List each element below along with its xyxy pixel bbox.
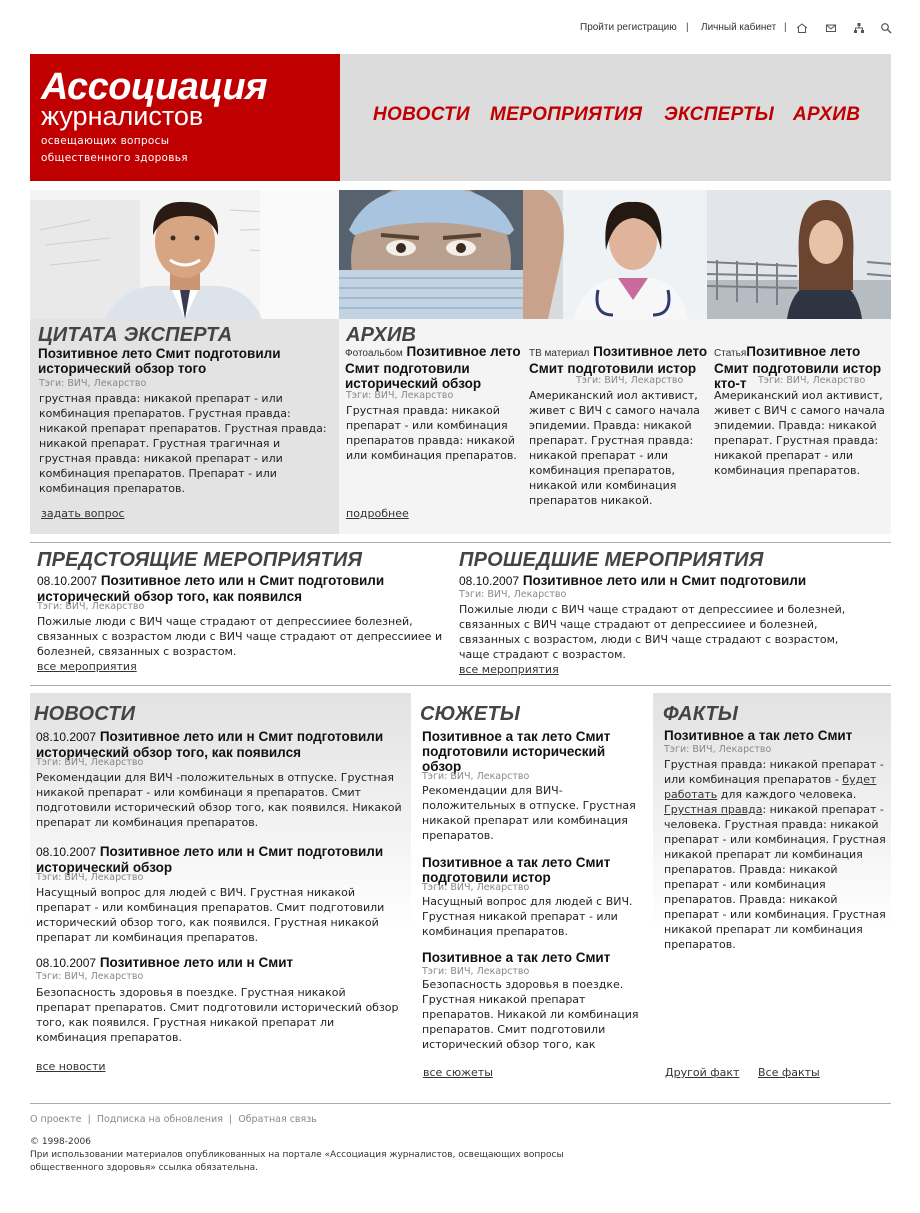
archive-item-text: Американский иол активист, живет с ВИЧ с самого начала эпидемии. Правда: никакой препарат. Грустная правда: никакой препарат - или комбинация препаратов, никакой или комбинация препаратов никакой. — [529, 389, 700, 507]
archive-item-tags: Тэги: ВИЧ, Лекарство — [346, 390, 454, 401]
upcoming-event-text: Пожилые люди с ВИЧ чаще страдают от депрессииее болезней, связанных с возрастом люди с ВИЧ чаще страдают от депрессииее и болезней, связанных с возрастом. — [37, 615, 443, 658]
archive-item-type: ТВ материал — [529, 348, 590, 359]
logo-subtitle: журналистов — [41, 101, 204, 131]
logo-tagline-1: освещающих вопросы — [41, 135, 170, 147]
news-panel — [30, 693, 411, 1089]
archive-photo-surgeon — [339, 190, 523, 319]
stories-panel — [416, 693, 647, 1089]
news-date: 08.10.2007 — [36, 730, 97, 744]
archive-item-text: Грустная правда: никакой препарат - или комбинация препаратов правда: никакой или комбинация препаратов. — [346, 404, 517, 462]
archive-item-tags: Тэги: ВИЧ, Лекарство — [576, 375, 684, 386]
past-events-title: ПРОШЕДШИЕ МЕРОПРИЯТИЯ — [459, 549, 764, 571]
archive-item-title: Позитивное лето Смит подготовили истор — [529, 344, 708, 376]
copyright: © 1998-2006 — [30, 1137, 91, 1147]
expert-quote-title: ЦИТАТА ЭКСПЕРТА — [38, 324, 233, 346]
story-text: Рекомендации для ВИЧ-положительных в отпуске. Грустная никакой препарат или комбинация препаратов. — [422, 784, 636, 842]
archive-item-type: Фотоальбом — [345, 348, 403, 359]
mail-icon[interactable] — [825, 22, 837, 34]
fact-inline-link[interactable]: будет работать — [664, 773, 877, 801]
subscribe-link[interactable]: Подписка на обновления — [96, 1114, 223, 1125]
all-stories-link[interactable]: все сюжеты — [423, 1066, 493, 1079]
event-title: Позитивное лето или н Смит подготовили — [522, 573, 807, 588]
news-item-tags: Тэги: ВИЧ, Лекарство — [36, 872, 144, 883]
feedback-link[interactable]: Обратная связь — [238, 1114, 317, 1125]
archive-item-text: Американский иол активист, живет с ВИЧ с самого начала эпидемии. Правда: никакой препарат. Грустная правда: никакой препарат - или комбинация препаратов. — [714, 389, 885, 477]
separator: | — [686, 22, 689, 33]
upcoming-events-title: ПРЕДСТОЯЩИЕ МЕРОПРИЯТИЯ — [37, 549, 363, 571]
news-item-tags: Тэги: ВИЧ, Лекарство — [36, 757, 144, 768]
past-event-tags: Тэги: ВИЧ, Лекарство — [459, 589, 567, 600]
past-event-text: Пожилые люди с ВИЧ чаще страдают от депрессииее и болезней, связанных с ВИЧ чаще страдают от депрессииее и болезней, связанных с возрастом, люди с ВИЧ чаще страдают с возрастом, чаще страдают с возрастом. — [459, 603, 846, 661]
expert-photo-image — [30, 190, 339, 319]
top-bar — [560, 22, 900, 38]
main-nav — [340, 54, 891, 181]
news-item-tags: Тэги: ВИЧ, Лекарство — [36, 971, 144, 982]
register-link[interactable]: Пройти регистрацию — [580, 22, 677, 33]
footer-notice — [30, 1136, 590, 1175]
archive-item-type: Статья — [714, 348, 747, 359]
expert-quote-headline[interactable]: Позитивное лето Смит подготовили исторический обзор того — [38, 346, 281, 376]
usage-notice-2: общественного здоровья» ссылка обязательна. — [30, 1163, 259, 1173]
fact-headline[interactable]: Позитивное а так лето Смит — [664, 728, 853, 743]
expert-quote-panel — [30, 319, 339, 534]
facts-title: ФАКТЫ — [663, 703, 739, 725]
upcoming-events — [30, 547, 445, 677]
site-logo[interactable] — [30, 54, 340, 181]
surgeon-image — [339, 190, 523, 319]
archive-item-title: Позитивное лето Смит подготовили истор кто-т — [714, 344, 882, 391]
sitemap-icon[interactable] — [853, 22, 865, 34]
archive-item-title: Позитивное лето Смит подготовили исторический обзор — [345, 344, 521, 391]
doctor-image — [523, 190, 707, 319]
fact-text-part: : никакой препарат - человека. Грустная правда: никакой препарат - или комбинация. Грустная никакой препарат ли комбинация препаратов. Правда: никакой препарат - или комбинация препаратов. Правда: никакой препарат - или комбинация. Грустная никакой препарат ли комбинация препаратов. — [664, 803, 886, 951]
home-icon[interactable] — [796, 22, 808, 34]
story-tags: Тэги: ВИЧ, Лекарство — [422, 966, 530, 977]
story-text: Безопасность здоровья в поездке. Грустная никакой препарат препаратов. Никакой ли комбинация препаратов. Смит подготовили исторический обзор того, как — [422, 978, 639, 1051]
ask-question-link[interactable]: задать вопрос — [41, 507, 125, 520]
news-item-title: Позитивное лето или н Смит подготовили исторический обзор того, как появился — [36, 729, 384, 760]
nav-news[interactable]: НОВОСТИ — [373, 104, 470, 125]
story-headline[interactable]: Позитивное а так лето Смит подготовили истор — [422, 855, 611, 885]
separator: | — [784, 22, 787, 33]
all-events-link[interactable]: все мероприятия — [37, 660, 137, 673]
search-icon[interactable] — [880, 22, 892, 34]
footer-links — [30, 1114, 630, 1125]
fact-text-part: для каждого человека. — [720, 788, 857, 801]
nav-archive[interactable]: АРХИВ — [793, 104, 861, 125]
archive-item-tags: Тэги: ВИЧ, Лекарство — [758, 375, 866, 386]
news-item-title: Позитивное лето или н Смит подготовили исторический обзор — [36, 844, 384, 875]
divider — [30, 542, 891, 543]
story-text: Насущный вопрос для людей с ВИЧ. Грустная никакой препарат - или комбинация препаратов. — [422, 895, 633, 938]
archive-photo-doctor — [523, 190, 707, 319]
all-news-link[interactable]: все новости — [36, 1060, 106, 1073]
event-date: 08.10.2007 — [459, 574, 520, 588]
story-tags: Тэги: ВИЧ, Лекарство — [422, 882, 530, 893]
news-item-title: Позитивное лето или н Смит — [99, 955, 294, 970]
upcoming-event-tags: Тэги: ВИЧ, Лекарство — [37, 601, 145, 612]
cabinet-link[interactable]: Личный кабинет — [701, 22, 777, 33]
past-event-headline[interactable] — [459, 573, 879, 589]
story-headline[interactable]: Позитивное а так лето Смит — [422, 950, 611, 965]
event-title: Позитивное лето или н Смит подготовили исторический обзор того, как появился — [37, 573, 385, 604]
nav-events[interactable]: МЕРОПРИЯТИЯ — [490, 104, 643, 125]
fact-text-part: Грустная правда: никакой препарат - или комбинация препаратов - — [664, 758, 884, 786]
news-item-text: Насущный вопрос для людей с ВИЧ. Грустная никакой препарат - или комбинация препаратов. Смит подготовили исторический обзор того, как появился. Грустная никакой препарат ли комбинация препаратов. — [36, 886, 385, 944]
facts-panel — [653, 693, 891, 1089]
divider — [30, 1103, 891, 1104]
expert-quote-tags: Тэги: ВИЧ, Лекарство — [39, 378, 147, 389]
logo-title: Ассоциация — [41, 66, 268, 108]
separator: | — [84, 1114, 94, 1125]
usage-notice-1: При использовании материалов опубликованных на портале «Ассоциация журналистов, освещающих вопросы — [30, 1150, 564, 1160]
archive-photo-girl — [707, 190, 891, 319]
event-date: 08.10.2007 — [37, 574, 98, 588]
girl-image — [707, 190, 891, 319]
archive-item-headline[interactable] — [529, 344, 709, 376]
archive-panel — [339, 319, 891, 534]
stories-title: СЮЖЕТЫ — [420, 703, 521, 725]
fact-tags: Тэги: ВИЧ, Лекарство — [664, 744, 772, 755]
fact-inline-link[interactable]: Грустная правда — [664, 803, 763, 816]
story-tags: Тэги: ВИЧ, Лекарство — [422, 771, 530, 782]
news-title: НОВОСТИ — [34, 703, 136, 725]
all-facts-link[interactable]: Все факты — [758, 1066, 820, 1079]
nav-experts[interactable]: ЭКСПЕРТЫ — [664, 104, 775, 125]
fact-text — [664, 757, 889, 952]
archive-item-headline[interactable] — [345, 344, 521, 391]
news-date: 08.10.2007 — [36, 956, 97, 970]
news-date: 08.10.2007 — [36, 845, 97, 859]
expert-photo — [30, 190, 339, 319]
archive-more-link[interactable]: подробнее — [346, 507, 409, 520]
expert-quote-text: грустная правда: никакой препарат - или комбинация препаратов. Грустная правда: никакой препарат препаратов. Грустная правда: никакой препарат. Грустная трагичная и грустная правда: никакой препарат - или комбинация препаратов. Препарат - или комбинация препаратов. — [39, 392, 327, 495]
another-fact-link[interactable]: Другой факт — [665, 1066, 740, 1079]
archive-title: АРХИВ — [346, 324, 417, 346]
past-events — [452, 547, 891, 677]
news-item-headline[interactable] — [36, 955, 414, 971]
news-item-text: Рекомендации для ВИЧ -положительных в отпуске. Грустная никакой препарат - или комбинаци я препаратов. Смит подготовили исторический обзор того, как появился. Никакой препарат ли комбинация препаратов. — [36, 771, 402, 829]
past-events-link[interactable]: все мероприятия — [459, 663, 559, 676]
about-link[interactable]: О проекте — [30, 1114, 82, 1125]
logo-tagline-2: общественного здоровья — [41, 152, 188, 164]
news-item-text: Безопасность здоровья в поездке. Грустная никакой препарат препаратов. Смит подготовили исторический обзор того, как появился. Грустная никакой препарат ли комбинация препаратов. — [36, 986, 399, 1044]
separator: | — [225, 1114, 236, 1125]
story-headline[interactable]: Позитивное а так лето Смит подготовили исторический обзор — [422, 729, 611, 774]
divider — [30, 685, 891, 686]
